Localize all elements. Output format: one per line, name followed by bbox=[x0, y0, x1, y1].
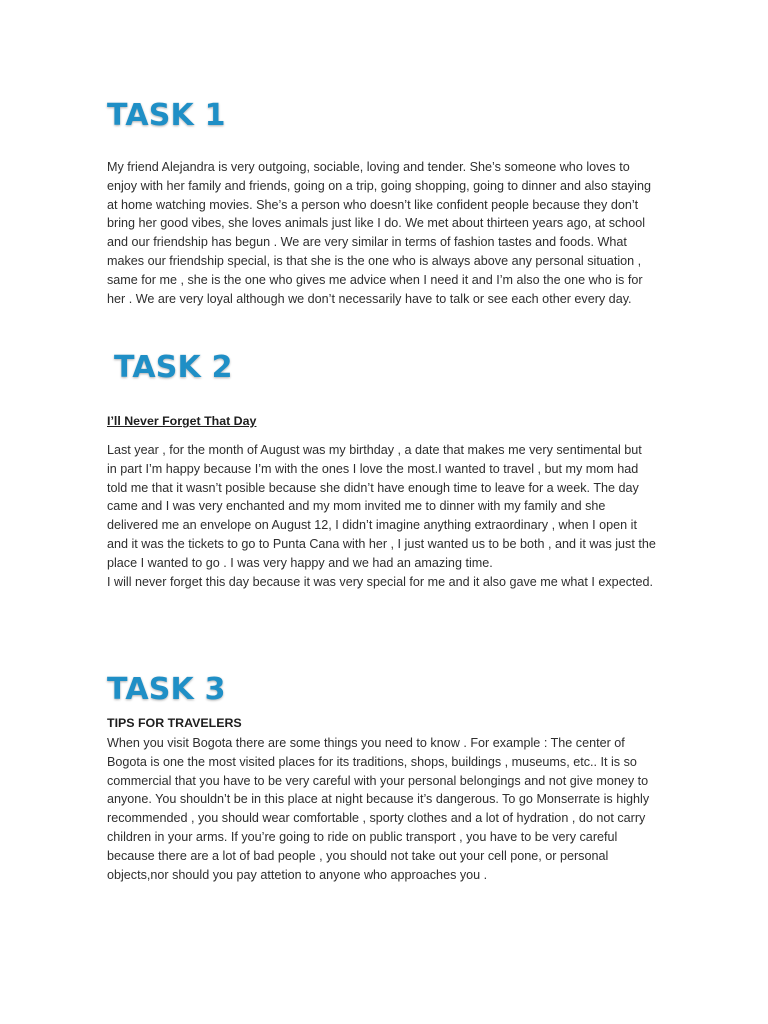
task-2-line: I will never forget this day because it was very special for me and it also gave me what I expected. bbox=[107, 574, 653, 589]
task-2-line: delivered me an envelope on August 12, I didn’t imagine anything extraordinary , when I open it bbox=[107, 518, 637, 533]
task-2-line: in part I’m happy because I’m with the ones I love the most.I wanted to travel , but my mom had bbox=[107, 461, 639, 476]
task-3-heading: TASK 3 bbox=[107, 672, 226, 707]
task-3-paragraph bbox=[107, 734, 667, 884]
task-2-line: Last year , for the month of August was my birthday , a date that makes me very sentimental but bbox=[107, 443, 642, 457]
task-2-line: and it was the tickets to go to Punta Cana with her , I just wanted us to be both , and it was just the bbox=[107, 536, 656, 551]
task-1-line: enjoy with her family and friends, going on a trip, going shopping, going to dinner and also staying bbox=[107, 178, 651, 193]
task-3-line: Bogota is one the most visited places for its traditions, shops, buildings , museums, etc.. It is so bbox=[107, 754, 637, 769]
task-3-line: When you visit Bogota there are some things you need to know . For example : The center of bbox=[107, 736, 625, 750]
task-1-line: same for me , she is the one who gives me advice when I need it and I’m also the one who is for bbox=[107, 272, 643, 287]
task-3-line: children in your arms. If you’re going to ride on public transport , you have to be very careful bbox=[107, 829, 618, 844]
task-3-line: commercial that you have to be very careful with your personal belongings and not give money to bbox=[107, 773, 649, 788]
task-1-paragraph bbox=[107, 158, 667, 308]
task-2-line: place I wanted to go . I was very happy and we had an amazing time. bbox=[107, 555, 493, 570]
task-1-line: bring her good vibes, she loves animals just like I do. We met about thirteen years ago, at school bbox=[107, 216, 646, 231]
task-2-line: told me that it wasn’t posible because she didn’t have enough time to leave for a week. The day bbox=[107, 480, 639, 495]
task-3-line: because there are a lot of bad people , you should not take out your cell pone, or personal bbox=[107, 848, 609, 863]
task-2-paragraph bbox=[107, 441, 667, 591]
task-1-line: her . We are very loyal although we don’t necessarily have to talk or see each other every day. bbox=[107, 291, 632, 306]
task-2-heading: TASK 2 bbox=[114, 350, 233, 385]
task-1-line: makes our friendship special, is that she is the one who is always above any personal situation , bbox=[107, 253, 642, 268]
task-3-title: TIPS FOR TRAVELERS bbox=[107, 716, 242, 730]
task-3-line: recommended , you should wear comfortable , sporty clothes and a lot of hydration , do not carry bbox=[107, 811, 646, 826]
task-3-line: objects,nor should you pay attetion to anyone who approaches you . bbox=[107, 867, 488, 882]
task-2-title: I’ll Never Forget That Day bbox=[107, 414, 257, 428]
task-1-heading: TASK 1 bbox=[107, 98, 226, 133]
task-3-line: anyone. You shouldn’t be in this place at night because it’s dangerous. To go Monserrate is highly bbox=[107, 792, 650, 807]
task-2-line: came and I was very enchanted and my mom invited me to dinner with my family and she bbox=[107, 499, 606, 514]
task-1-line: and our friendship has begun . We are very similar in terms of fashion tastes and foods. What bbox=[107, 235, 627, 250]
task-1-line: My friend Alejandra is very outgoing, sociable, loving and tender. She’s someone who loves to bbox=[107, 160, 630, 174]
task-1-line: at home watching movies. She’s a person who doesn’t like confident people because they don’t bbox=[107, 197, 639, 212]
